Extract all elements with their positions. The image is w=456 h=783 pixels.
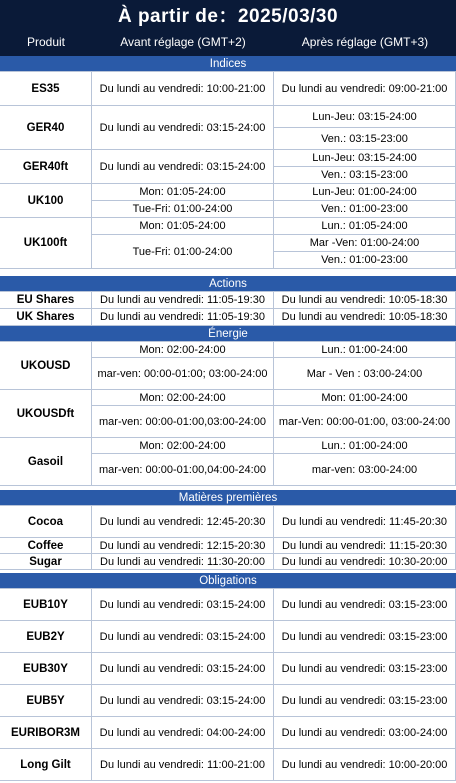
after-hours-cell: Mon: 01:00-24:00 (274, 390, 456, 406)
section-header-matieres-premieres: Matières premières (0, 490, 456, 506)
product-cell: Gasoil (0, 438, 92, 486)
product-cell: EUB30Y (0, 653, 92, 685)
before-hours-cell: Tue-Fri: 01:00-24:00 (92, 235, 274, 269)
product-cell: GER40ft (0, 150, 92, 184)
before-hours-cell: Du lundi au vendredi: 12:45-20:30 (92, 506, 274, 538)
after-hours-cell: Lun-Jeu: 03:15-24:00 (274, 150, 456, 167)
after-hours-cell: Du lundi au vendredi: 03:00-24:00 (274, 717, 456, 749)
after-hours-cell: Ven.: 01:00-23:00 (274, 252, 456, 269)
after-hours-cell: Ven.: 01:00-23:00 (274, 201, 456, 218)
page-title: À partir de：2025/03/30 (0, 0, 456, 28)
after-hours-cell: mar-ven: 03:00-24:00 (274, 454, 456, 486)
before-hours-cell: Mon: 02:00-24:00 (92, 342, 274, 358)
product-cell: Long Gilt (0, 749, 92, 781)
before-hours-cell: Du lundi au vendredi: 03:15-24:00 (92, 106, 274, 150)
product-cell: ES35 (0, 72, 92, 106)
after-hours-cell: Du lundi au vendredi: 03:15-23:00 (274, 685, 456, 717)
section-header-energie: Énergie (0, 326, 456, 342)
product-cell: UK Shares (0, 309, 92, 326)
product-cell: EURIBOR3M (0, 717, 92, 749)
section-header-actions: Actions (0, 276, 456, 292)
product-cell: UK100 (0, 184, 92, 218)
before-hours-cell: Du lundi au vendredi: 03:15-24:00 (92, 621, 274, 653)
after-hours-cell: Du lundi au vendredi: 10:05-18:30 (274, 292, 456, 309)
after-hours-cell: Lun-Jeu: 01:00-24:00 (274, 184, 456, 201)
after-hours-cell: Lun.: 01:00-24:00 (274, 342, 456, 358)
before-hours-cell: Du lundi au vendredi: 03:15-24:00 (92, 653, 274, 685)
before-hours-cell: Du lundi au vendredi: 11:00-21:00 (92, 749, 274, 781)
header-after: Après réglage (GMT+3) (301, 35, 429, 49)
product-cell: EU Shares (0, 292, 92, 309)
before-hours-cell: Tue-Fri: 01:00-24:00 (92, 201, 274, 218)
before-hours-cell: mar-ven: 00:00-01:00,03:00-24:00 (92, 406, 274, 438)
after-hours-cell: Du lundi au vendredi: 03:15-23:00 (274, 621, 456, 653)
after-hours-cell: Du lundi au vendredi: 10:00-20:00 (274, 749, 456, 781)
before-hours-cell: Du lundi au vendredi: 10:00-21:00 (92, 72, 274, 106)
after-hours-cell: Du lundi au vendredi: 03:15-23:00 (274, 589, 456, 621)
before-hours-cell: mar-ven: 00:00-01:00; 03:00-24:00 (92, 358, 274, 390)
after-hours-cell: Ven.: 03:15-23:00 (274, 167, 456, 184)
product-cell: EUB2Y (0, 621, 92, 653)
after-hours-cell: Lun-Jeu: 03:15-24:00 (274, 106, 456, 128)
before-hours-cell: Du lundi au vendredi: 03:15-24:00 (92, 589, 274, 621)
after-hours-cell: Du lundi au vendredi: 10:30-20:00 (274, 554, 456, 570)
before-hours-cell: Mon: 01:05-24:00 (92, 218, 274, 235)
before-hours-cell: mar-ven: 00:00-01:00,04:00-24:00 (92, 454, 274, 486)
after-hours-cell: Lun.: 01:00-24:00 (274, 438, 456, 454)
after-hours-cell: Du lundi au vendredi: 11:45-20:30 (274, 506, 456, 538)
product-cell: EUB10Y (0, 589, 92, 621)
product-cell: Sugar (0, 554, 92, 570)
product-cell: UKOUSDft (0, 390, 92, 438)
before-hours-cell: Du lundi au vendredi: 04:00-24:00 (92, 717, 274, 749)
product-cell: Cocoa (0, 506, 92, 538)
section-header-obligations: Obligations (0, 573, 456, 589)
before-hours-cell: Du lundi au vendredi: 03:15-24:00 (92, 685, 274, 717)
after-hours-cell: Mar - Ven : 03:00-24:00 (274, 358, 456, 390)
after-hours-cell: Du lundi au vendredi: 10:05-18:30 (274, 309, 456, 326)
table-header (0, 28, 456, 56)
before-hours-cell: Du lundi au vendredi: 11:05-19:30 (92, 309, 274, 326)
header-before: Avant réglage (GMT+2) (120, 35, 246, 49)
before-hours-cell: Du lundi au vendredi: 03:15-24:00 (92, 150, 274, 184)
before-hours-cell: Mon: 02:00-24:00 (92, 438, 274, 454)
before-hours-cell: Du lundi au vendredi: 11:05-19:30 (92, 292, 274, 309)
after-hours-cell: Mar -Ven: 01:00-24:00 (274, 235, 456, 252)
after-hours-cell: Lun.: 01:05-24:00 (274, 218, 456, 235)
after-hours-cell: Du lundi au vendredi: 11:15-20:30 (274, 538, 456, 554)
after-hours-cell: Ven.: 03:15-23:00 (274, 128, 456, 150)
before-hours-cell: Mon: 02:00-24:00 (92, 390, 274, 406)
before-hours-cell: Du lundi au vendredi: 12:15-20:30 (92, 538, 274, 554)
header-product: Produit (26, 35, 66, 49)
product-cell: GER40 (0, 106, 92, 150)
product-cell: EUB5Y (0, 685, 92, 717)
product-cell: UKOUSD (0, 342, 92, 390)
after-hours-cell: Du lundi au vendredi: 03:15-23:00 (274, 653, 456, 685)
before-hours-cell: Mon: 01:05-24:00 (92, 184, 274, 201)
product-cell: Coffee (0, 538, 92, 554)
section-header-indices: Indices (0, 56, 456, 72)
after-hours-cell: mar-Ven: 00:00-01:00, 03:00-24:00 (274, 406, 456, 438)
before-hours-cell: Du lundi au vendredi: 11:30-20:00 (92, 554, 274, 570)
after-hours-cell: Du lundi au vendredi: 09:00-21:00 (274, 72, 456, 106)
product-cell: UK100ft (0, 218, 92, 269)
